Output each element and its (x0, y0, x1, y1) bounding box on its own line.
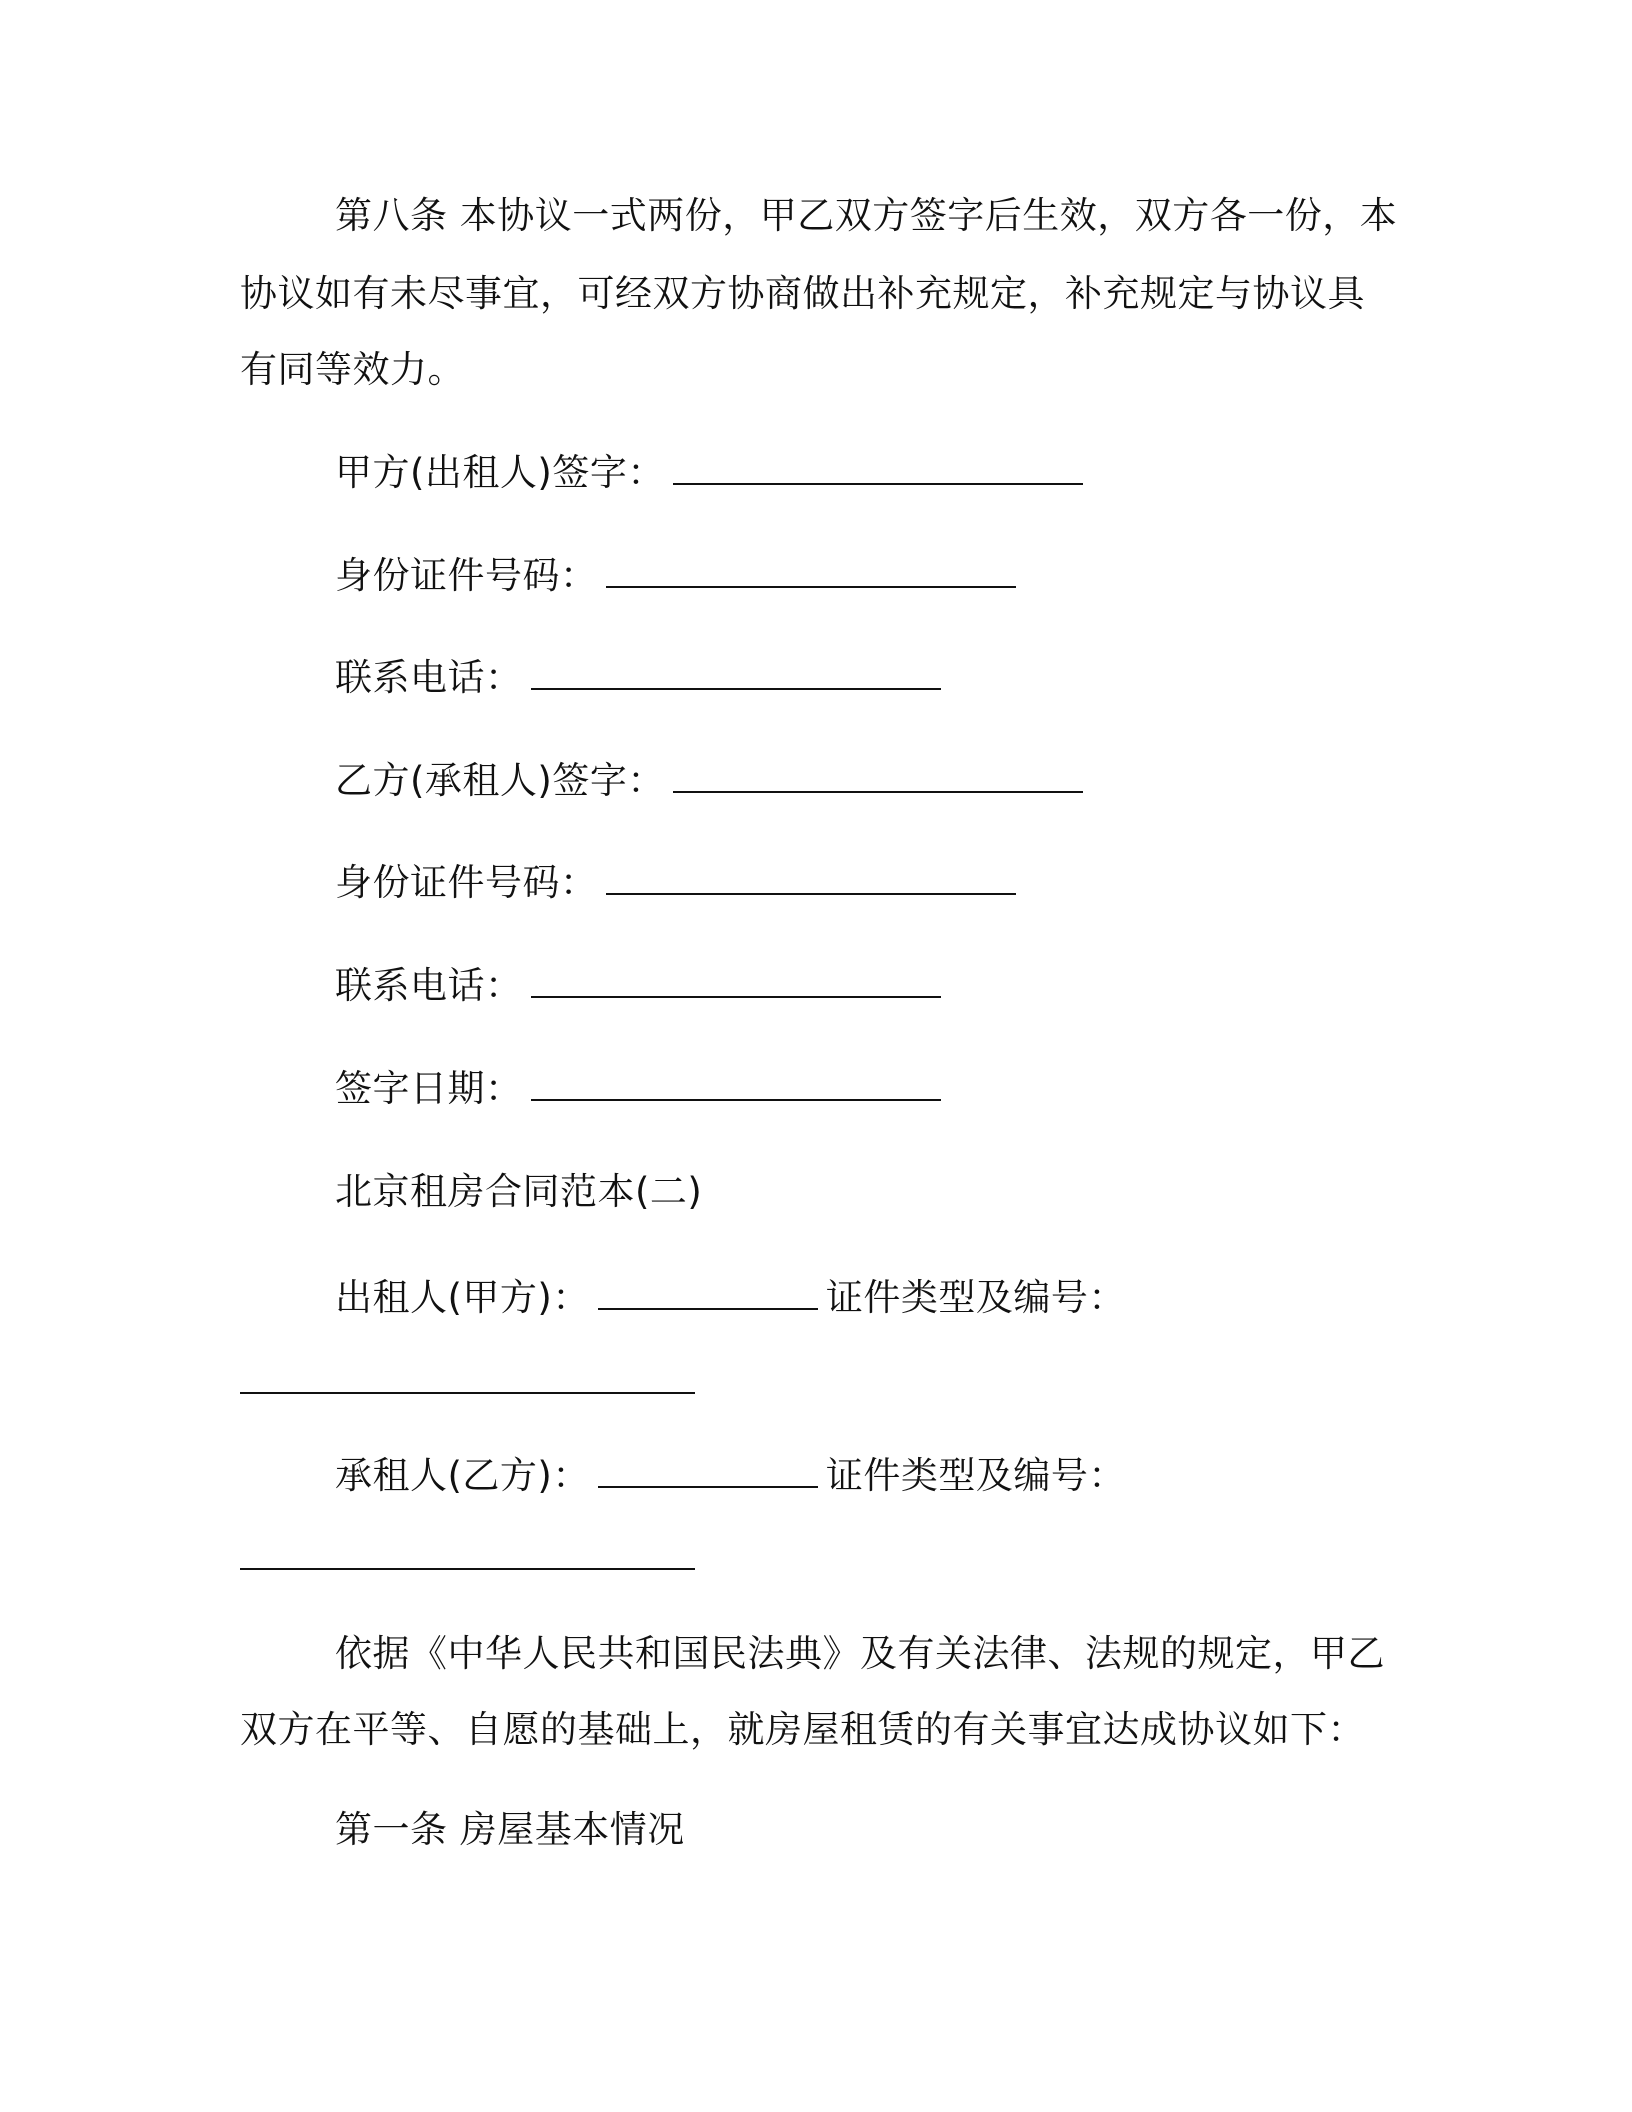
sample-contract-title: 北京租房合同范本(二) (335, 1170, 703, 1213)
lessee-id-row (240, 1532, 695, 1582)
party-b-id-label: 身份证件号码： (335, 861, 598, 904)
party-a-id-blank[interactable] (606, 550, 1016, 588)
party-a-phone-row (335, 652, 941, 702)
party-b-id-row (335, 857, 1016, 907)
party-a-signature-blank[interactable] (673, 447, 1083, 485)
signing-date-row (335, 1063, 941, 1113)
lessor-label: 出租人(甲方)： (335, 1276, 590, 1319)
lessee-id-label: 证件类型及编号： (825, 1454, 1126, 1497)
lessee-name-blank[interactable] (598, 1450, 818, 1488)
signing-date-label: 签字日期： (335, 1067, 523, 1110)
basis-line-2: 双方在平等、自愿的基础上，就房屋租赁的有关事宜达成协议如下： (240, 1708, 1365, 1751)
party-b-phone-label: 联系电话： (335, 964, 523, 1007)
lessor-row (335, 1272, 1126, 1322)
lessee-label: 承租人(乙方)： (335, 1454, 590, 1497)
lessor-id-blank[interactable] (240, 1356, 695, 1394)
party-b-phone-row (335, 960, 941, 1010)
clause-8-line-1: 第八条 本协议一式两份，甲乙双方签字后生效，双方各一份，本 (335, 194, 1398, 237)
party-a-id-row (335, 550, 1016, 600)
clause-1-title: 第一条 房屋基本情况 (335, 1808, 685, 1851)
party-b-phone-blank[interactable] (531, 960, 941, 998)
basis-line-1: 依据《中华人民共和国民法典》及有关法律、法规的规定，甲乙 (335, 1632, 1385, 1675)
party-a-phone-label: 联系电话： (335, 656, 523, 699)
party-b-id-blank[interactable] (606, 857, 1016, 895)
clause-8-line-2: 协议如有未尽事宜，可经双方协商做出补充规定，补充规定与协议具 (240, 272, 1365, 315)
party-a-phone-blank[interactable] (531, 652, 941, 690)
lessor-id-label: 证件类型及编号： (825, 1276, 1126, 1319)
party-b-signature-label: 乙方(承租人)签字： (335, 759, 665, 802)
lessee-row (335, 1450, 1126, 1500)
lessor-id-row (240, 1356, 695, 1406)
clause-8-line-3: 有同等效力。 (240, 348, 465, 391)
signing-date-blank[interactable] (531, 1063, 941, 1101)
party-a-id-label: 身份证件号码： (335, 554, 598, 597)
party-b-signature-row (335, 755, 1083, 805)
party-b-signature-blank[interactable] (673, 755, 1083, 793)
lessee-id-blank[interactable] (240, 1532, 695, 1570)
lessor-name-blank[interactable] (598, 1272, 818, 1310)
party-a-signature-row (335, 447, 1083, 497)
party-a-signature-label: 甲方(出租人)签字： (335, 451, 665, 494)
